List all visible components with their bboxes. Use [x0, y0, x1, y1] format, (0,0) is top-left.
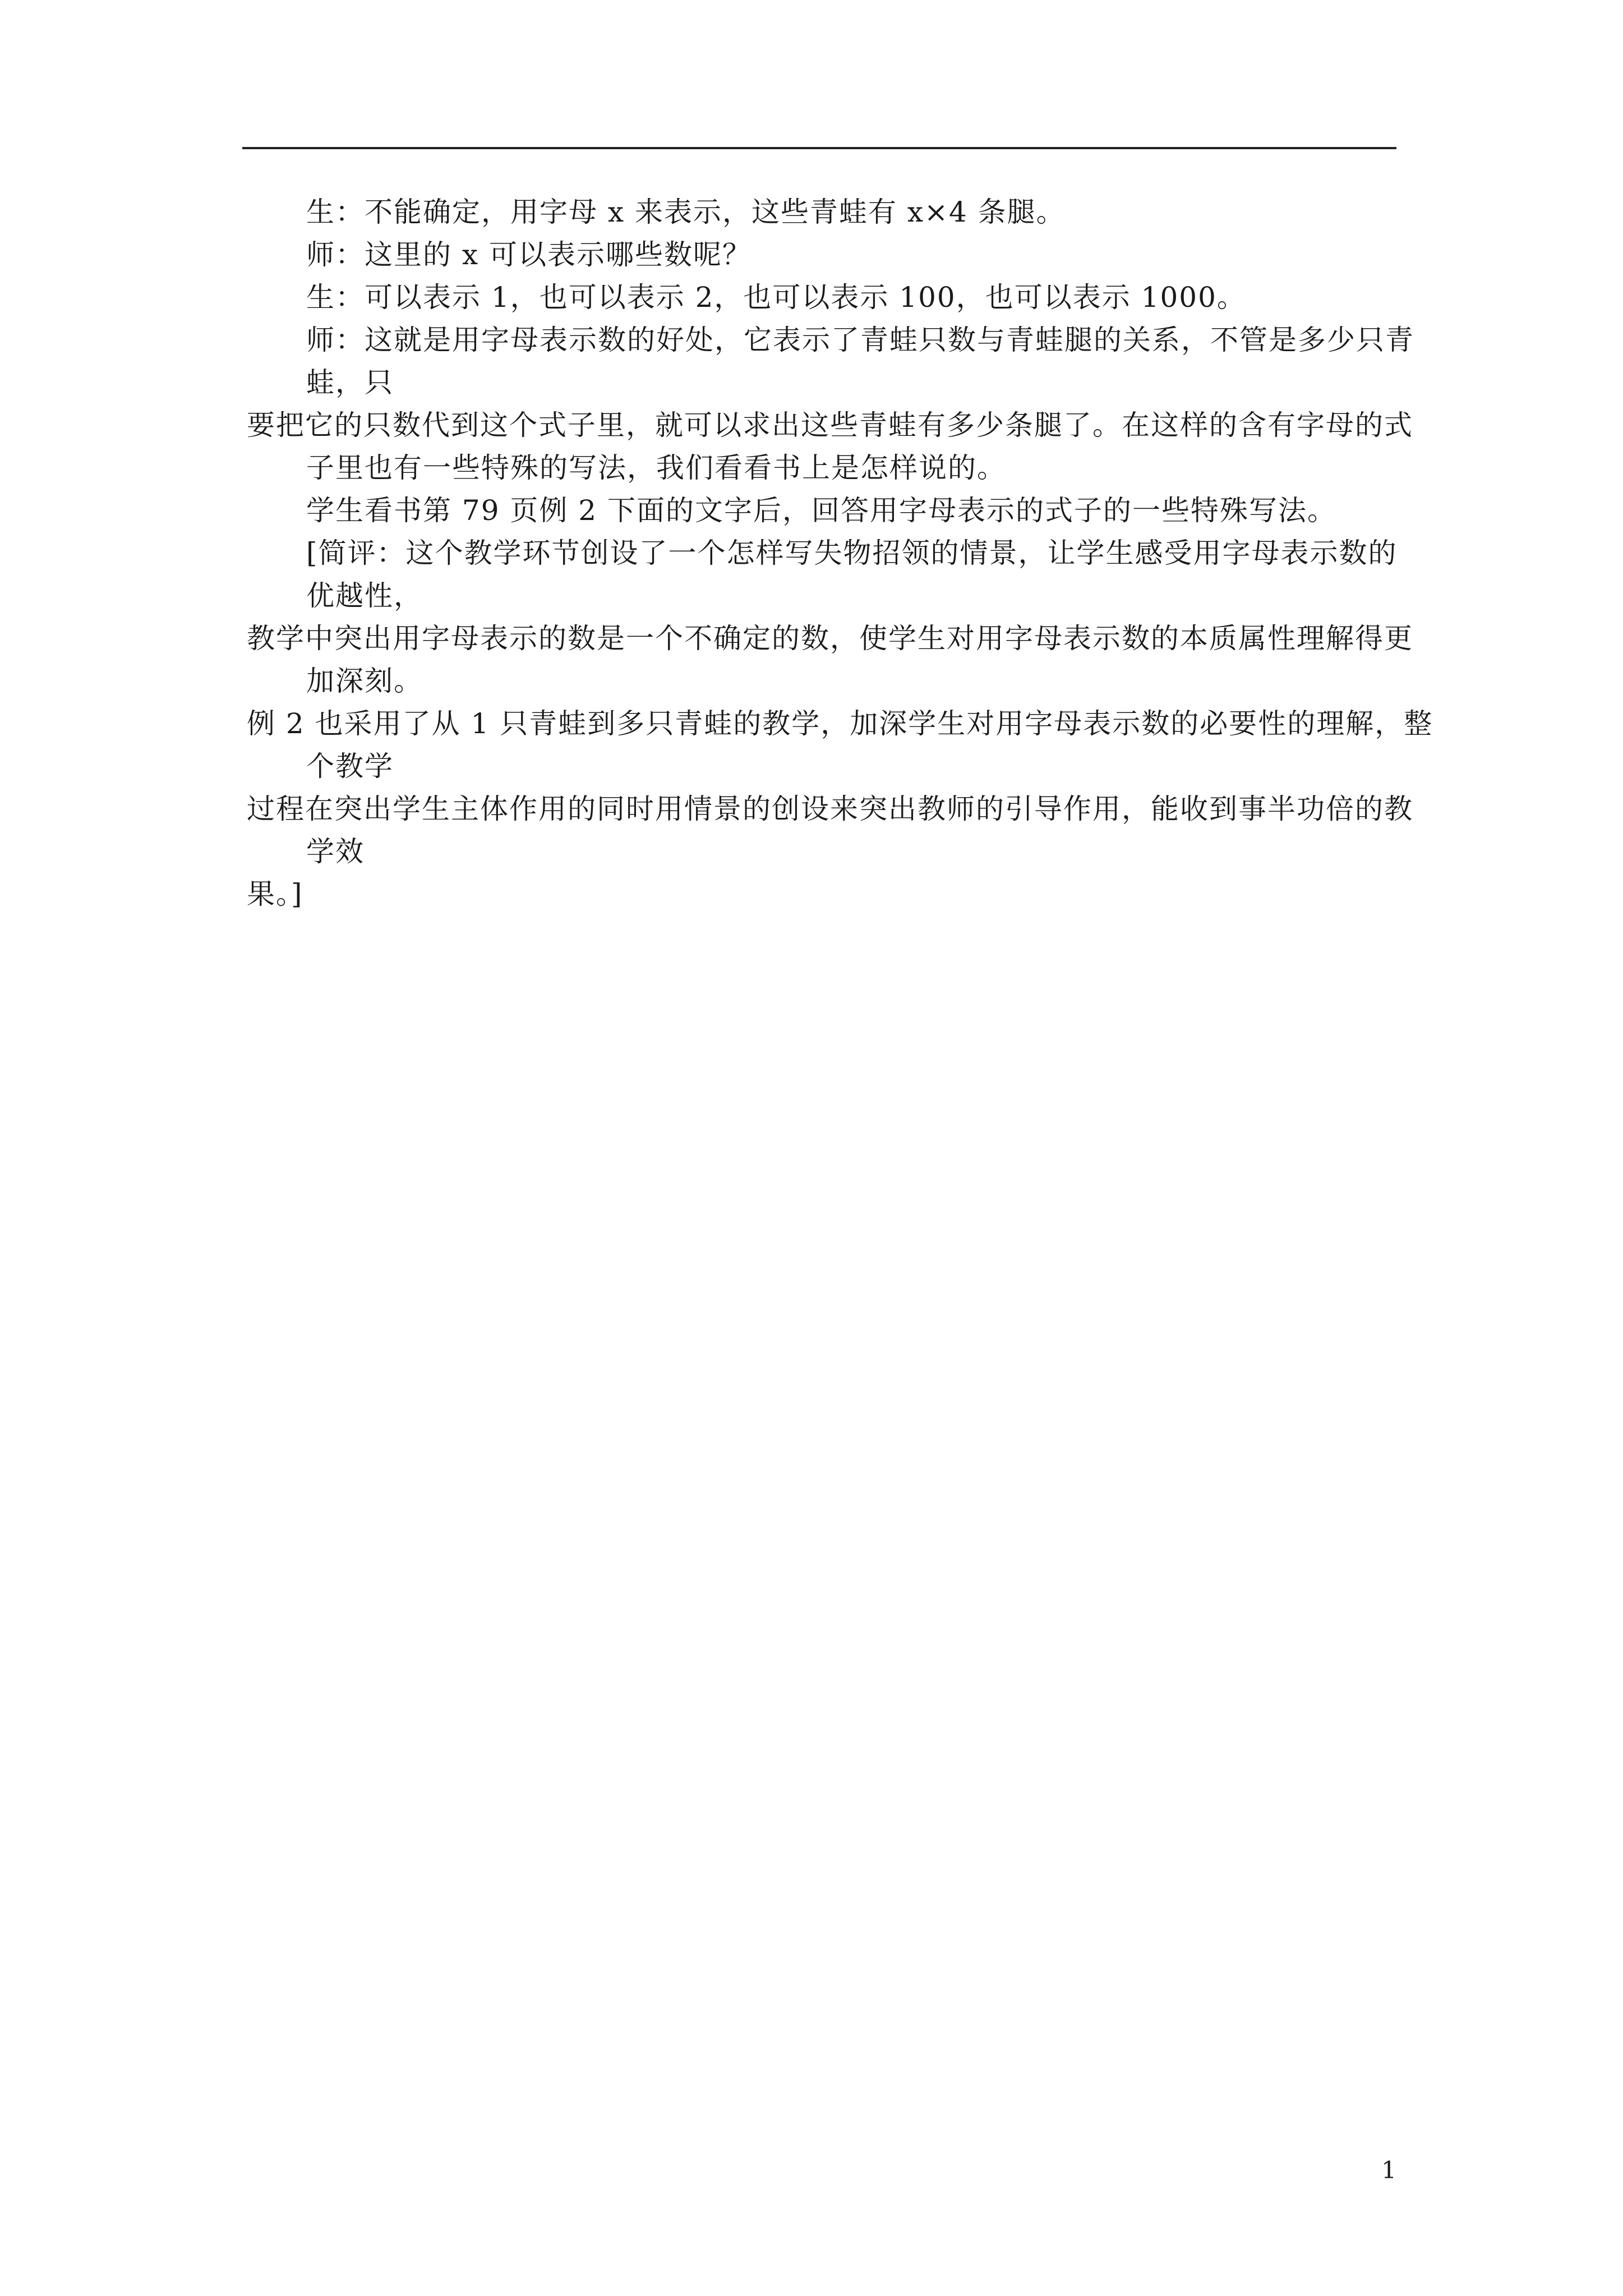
paragraph-line: 生：可以表示 1，也可以表示 2，也可以表示 100，也可以表示 1000。 [306, 281, 1246, 314]
paragraph-line: 师：这里的 x 可以表示哪些数呢？ [306, 238, 751, 271]
paragraph-line: 蛙，只 [306, 366, 394, 399]
paragraph-line: [简评：这个教学环节创设了一个怎样写失物招领的情景，让学生感受用字母表示数的 [306, 537, 1398, 569]
header-rule [242, 147, 1396, 149]
body-text [247, 191, 1433, 915]
paragraph-line: 学生看书第 79 页例 2 下面的文字后，回答用字母表示的式子的一些特殊写法。 [306, 494, 1337, 527]
paragraph-line: 要把它的只数代到这个式子里，就可以求出这些青蛙有多少条腿了。在这样的含有字母的式 [247, 409, 1413, 441]
paragraph-line: 过程在突出学生主体作用的同时用情景的创设来突出教师的引导作用，能收到事半功倍的教 [247, 793, 1413, 825]
paragraph-line: 师：这就是用字母表示数的好处，它表示了青蛙只数与青蛙腿的关系，不管是多少只青 [306, 324, 1414, 356]
paragraph-line: 例 2 也采用了从 1 只青蛙到多只青蛙的教学，加深学生对用字母表示数的必要性的理解，整 [247, 707, 1433, 740]
paragraph-line: 教学中突出用字母表示的数是一个不确定的数，使学生对用字母表示数的本质属性理解得更 [247, 622, 1413, 655]
paragraph-line: 学效 [306, 835, 365, 868]
paragraph-line: 优越性， [306, 579, 423, 612]
paragraph-line: 生：不能确定，用字母 x 来表示，这些青蛙有 x×4 条腿。 [306, 196, 1066, 228]
paragraph-line: 加深刻。 [306, 665, 423, 697]
page-number: 1 [1381, 2156, 1396, 2184]
paragraph-line: 果。] [247, 878, 303, 910]
paragraph-line: 子里也有一些特殊的写法，我们看看书上是怎样说的。 [306, 452, 1006, 484]
paragraph-line: 个教学 [306, 750, 394, 783]
